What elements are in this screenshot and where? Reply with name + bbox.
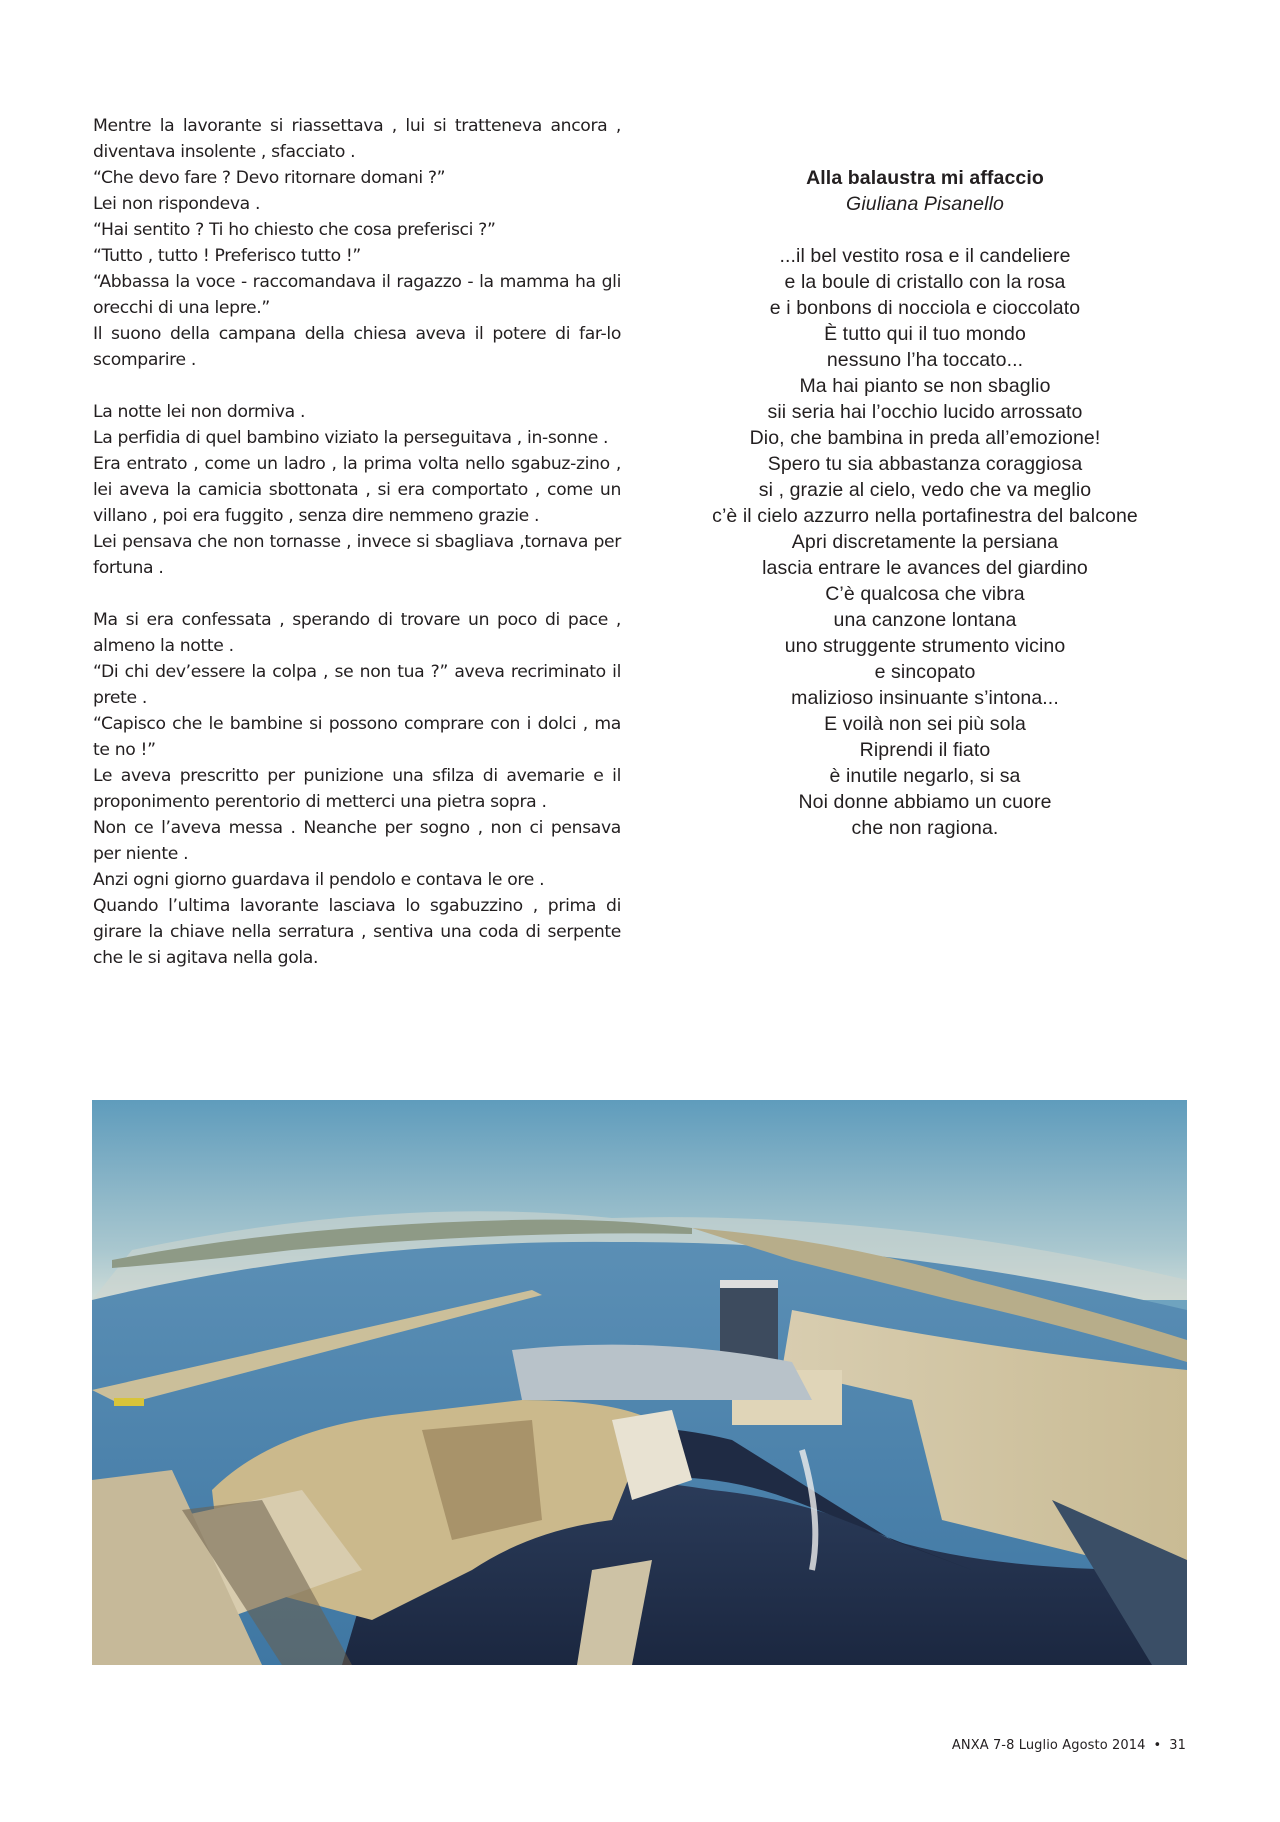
poem-line: e i bonbons di nocciola e cioccolato [769,297,1081,319]
poem-line: una canzone lontana [833,609,1017,631]
page-number: 31 [1169,1738,1186,1753]
tower-roof [720,1280,778,1288]
poem-line: È tutto qui il tuo mondo [824,323,1026,345]
poem-line: lascia entrare le avances del giardino [762,557,1088,579]
poem [660,165,1190,841]
stanza-break [660,217,1190,243]
poem-line: Dio, che bambina in preda all’emozione! [749,427,1101,449]
paragraph: “Capisco che le bambine si possono comprare con i dolci , ma te no !” [93,714,621,760]
bullet-separator: • [1153,1738,1162,1753]
poem-line: uno struggente strumento vicino [784,635,1066,657]
poem-line: c’è il cielo azzurro nella portafinestra del balcone [712,505,1138,527]
poem-line: e la boule di cristallo con la rosa [784,271,1066,293]
poem-line: malizioso insinuante s’intona... [791,687,1059,709]
paragraph: “Hai sentito ? Ti ho chiesto che cosa preferisci ?” [93,220,496,240]
poem-line: C’è qualcosa che vibra [825,583,1025,605]
paragraph: Quando l’ultima lavorante lasciava lo sgabuzzino , prima di girare la chiave nella serratura , sentiva una coda di serpente che le si agitava nella gola. [93,896,621,968]
paragraph: Il suono della campana della chiesa aveva il potere di far-lo scomparire . [93,324,621,370]
poem-line: è inutile negarlo, si sa [829,765,1021,787]
poem-line: Riprendi il fiato [859,739,991,761]
paragraph: “Di chi dev’essere la colpa , se non tua ?” aveva recriminato il prete . [93,662,621,708]
poem-lines [660,243,1190,841]
poem-line: Ma hai pianto se non sbaglio [799,375,1051,397]
paragraph: Lei pensava che non tornasse , invece si sbagliava ,tornava per fortuna . [93,532,621,578]
poem-line: sii seria hai l’occhio lucido arrossato [767,401,1083,423]
paragraph: Lei non rispondeva . [93,194,261,214]
harbor-aerial-photo [92,1100,1187,1665]
poem-line: Apri discretamente la persiana [791,531,1059,553]
poem-author: Giuliana Pisanello [846,193,1004,215]
paragraph-break [93,581,621,607]
paragraph-break [93,373,621,399]
yellow-boat [114,1398,144,1406]
poem-line: E voilà non sei più sola [824,713,1026,735]
paragraph: La notte lei non dormiva . [93,402,306,422]
paragraph: “Tutto , tutto ! Preferisco tutto !” [93,246,361,266]
poem-line: Spero tu sia abbastanza coraggiosa [767,453,1083,475]
paragraph: “Che devo fare ? Devo ritornare domani ?” [93,168,446,188]
paragraph: Era entrato , come un ladro , la prima volta nello sgabuz-zino , lei aveva la camicia sbottonata , si era comportato , come un villano , poi era fuggito , senza dire nemmeno grazie . [93,454,621,526]
poem-line: e sincopato [874,661,976,683]
paragraph: Non ce l’aveva messa . Neanche per sogno , non ci pensava per niente . [93,818,621,864]
article-body [93,113,621,971]
paragraph: Mentre la lavorante si riassettava , lui si tratteneva ancora , diventava insolente , sfacciato . [93,116,621,162]
poem-line: Noi donne abbiamo un cuore [798,791,1052,813]
harbor-photo-illustration [92,1100,1187,1665]
poem-line: che non ragiona. [851,817,999,839]
paragraph: Anzi ogni giorno guardava il pendolo e contava le ore . [93,870,545,890]
poem-title: Alla balaustra mi affaccio [806,167,1044,189]
publication-info: ANXA 7-8 Luglio Agosto 2014 [951,1738,1146,1753]
paragraph: “Abbassa la voce - raccomandava il ragazzo - la mamma ha gli orecchi di una lepre.” [93,272,621,318]
paragraph: La perfidia di quel bambino viziato la perseguitava , in-sonne . [93,428,609,448]
poem-line: ...il bel vestito rosa e il candeliere [779,245,1071,267]
poem-line: nessuno l’ha toccato... [826,349,1024,371]
page-footer [952,1738,1186,1753]
paragraph: Ma si era confessata , sperando di trovare un poco di pace , almeno la notte . [93,610,621,656]
poem-line: si , grazie al cielo, vedo che va meglio [758,479,1092,501]
paragraph: Le aveva prescritto per punizione una sfilza di avemarie e il proponimento perentorio di metterci una pietra sopra . [93,766,621,812]
